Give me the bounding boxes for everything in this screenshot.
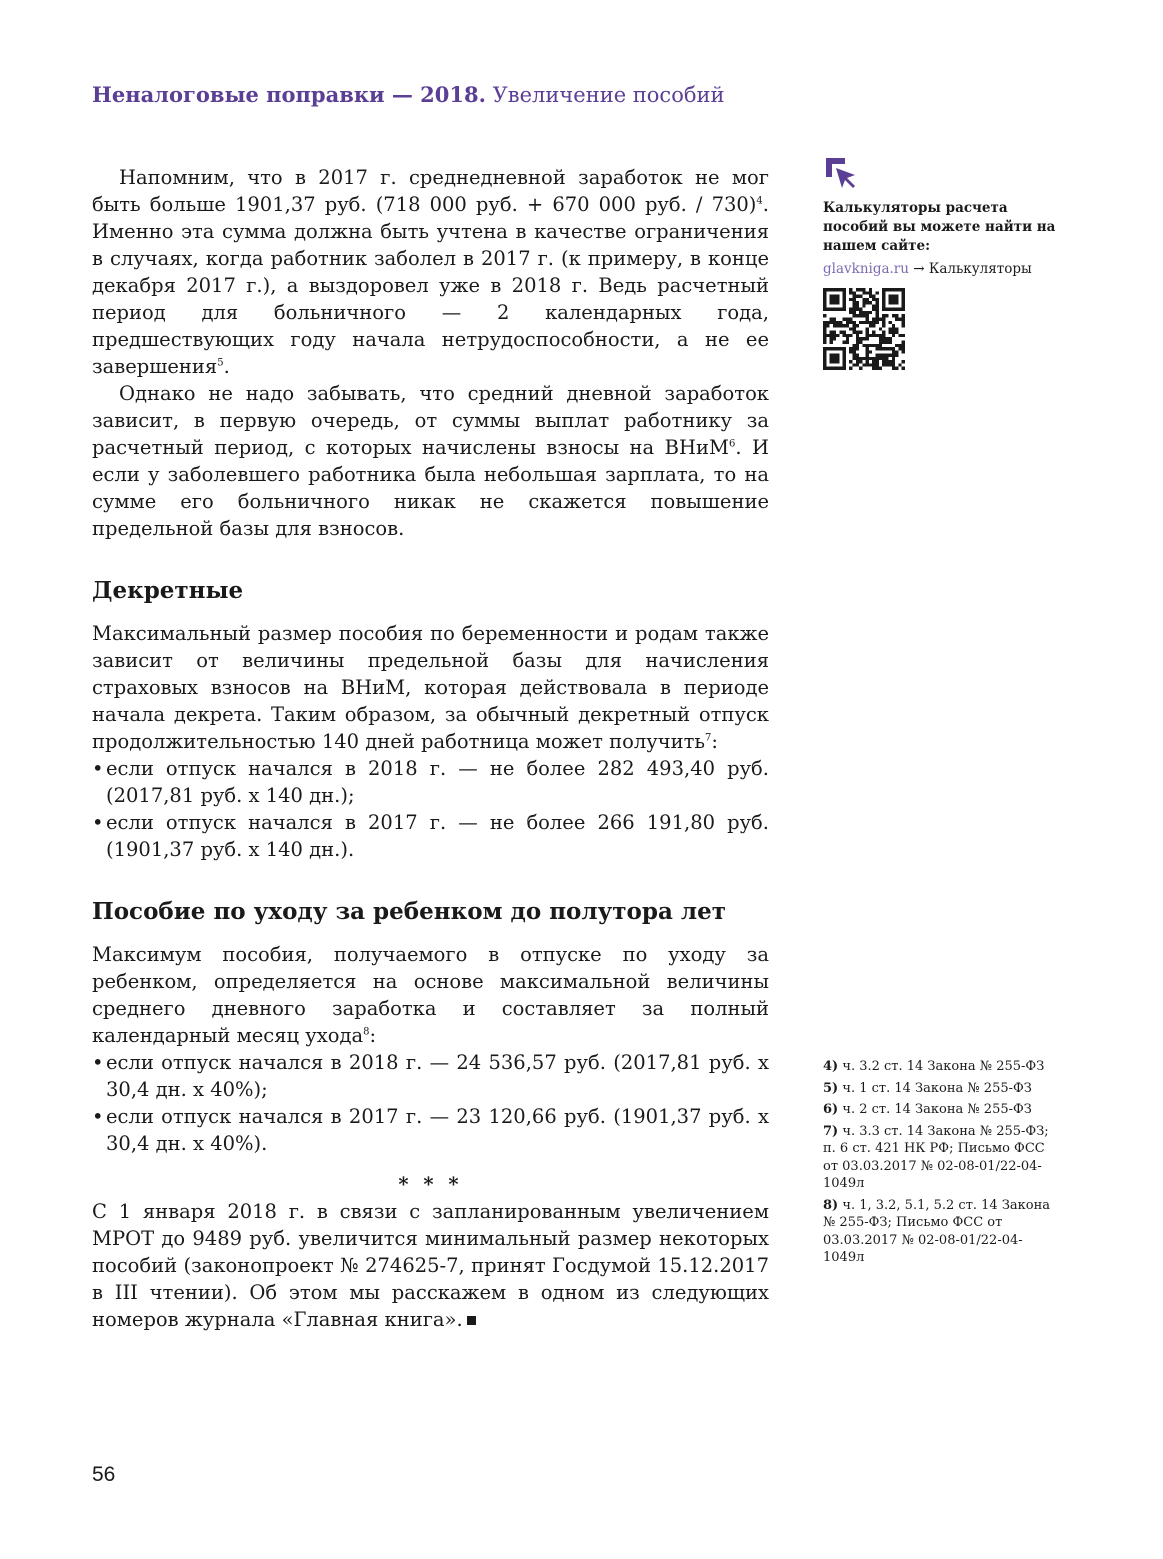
footnote-7 [823,1123,1063,1193]
footnote-ref-5[interactable]: 5 [217,357,224,369]
footnote-text: ч. 2 ст. 14 Закона № 255-ФЗ [842,1102,1032,1117]
section-separator: * * * [398,1173,463,1196]
list-item: • если отпуск начался в 2017 г. — 23 120,66 руб. (1901,37 руб. х 30,4 дн. х 40%). [92,1103,769,1157]
footnote-text: ч. 3.3 ст. 14 Закона № 255-ФЗ; п. 6 ст. 421 НК РФ; Письмо ФСС от 03.03.2017 № 02-08-01/22-04-1049л [823,1123,1049,1191]
intro-paragraph-2 [92,380,769,542]
childcare-list [92,1049,769,1157]
text: : [369,1024,377,1047]
footnote-text: ч. 1, 3.2, 5.1, 5.2 ст. 14 Закона № 255-ФЗ; Письмо ФСС от 03.03.2017 № 02-08-01/22-04-1049л [823,1197,1051,1265]
footnote-6 [823,1101,1063,1119]
maternity-list [92,755,769,863]
footnote-ref-4[interactable]: 4 [756,195,763,207]
footnote-number: 4) [823,1059,839,1074]
maternity-paragraph [92,620,769,755]
footnote-number: 8) [823,1197,839,1213]
footnote-text: ч. 1 ст. 14 Закона № 255-ФЗ [842,1080,1032,1096]
site-link[interactable]: glavkniga.ru [823,261,909,277]
footnote-8 [823,1197,1063,1267]
footnote-ref-7[interactable]: 7 [705,732,712,744]
article-body [92,164,769,1333]
list-item: • если отпуск начался в 2018 г. — не более 282 493,40 руб. (2017,81 руб. х 140 дн.); [92,755,769,809]
intro-paragraph-1 [92,164,769,380]
footnote-ref-8[interactable]: 8 [363,1026,370,1038]
sidebar [823,155,1063,370]
text: . Именно эта сумма должна быть учтена в качестве ограничения в случаях, когда работник заболел в 2017 г. (к примеру, в конце декабря 2017 г.), а выздоровел уже в 2018 г. Ведь расчетный период для больничного — 2 календарных года, предшествующих году начала нетрудоспособности, а не ее завершения [92,193,769,378]
qr-code-icon[interactable] [823,288,905,370]
page-number: 56 [92,1463,116,1486]
text: Однако не надо забывать, что средний дневной заработок зависит, в первую очередь, от суммы выплат работнику за расчетный период, с которых начислены взносы на ВНиМ [92,382,769,459]
list-item: • если отпуск начался в 2018 г. — 24 536,57 руб. (2017,81 руб. х 30,4 дн. х 40%); [92,1049,769,1103]
text: . И если у заболевшего работника была небольшая зарплата, то на сумме его больничного никак не скажется повышение предельной базы для взносов. [92,436,769,540]
footnote-text: ч. 3.2 ст. 14 Закона № 255-ФЗ [842,1059,1045,1074]
calculator-link[interactable] [823,260,1063,278]
childcare-paragraph [92,941,769,1049]
end-mark-icon [467,1316,476,1325]
footnote-ref-6[interactable]: 6 [728,438,736,450]
header-title-bold: Неналоговые поправки — 2018. [92,82,486,107]
calculator-callout: Калькуляторы расчета пособий вы можете найти на нашем сайте: [823,200,1056,254]
childcare-heading: Пособие по уходу за ребенком до полутора лет [92,898,726,925]
header-title-rest: Увеличение пособий [492,83,725,107]
arrow-icon: → [913,261,925,277]
footnote-5 [823,1080,1063,1098]
footnote-number: 5) [823,1080,839,1096]
closing-paragraph [92,1198,769,1333]
calculator-section: Калькуляторы [928,261,1032,277]
text: Максимальный размер пособия по беременности и родам также зависит от величины предельной базы для начисления страховых взносов на ВНиМ, которая действовала в периоде начала декрета. Таким образом, за обычный декретный отпуск продолжительностью 140 дней работница может получить [92,622,769,753]
text: . [223,355,230,378]
text: : [711,730,718,753]
list-item: • если отпуск начался в 2017 г. — не более 266 191,80 руб. (1901,37 руб. х 140 дн.). [92,809,769,863]
text: Максимум пособия, получаемого в отпуске по уходу за ребенком, определяется на основе максимальной величины среднего дневного заработка и составляет за полный календарный месяц ухода [92,943,769,1047]
footnote-number: 6) [823,1102,839,1117]
running-header [92,82,724,107]
footnotes [823,1058,1063,1271]
maternity-heading: Декретные [92,577,244,604]
cursor-pointer-icon [823,155,859,191]
footnote-number: 7) [823,1123,839,1139]
footnote-4 [823,1058,1063,1076]
text: Напомним, что в 2017 г. среднедневной заработок не мог быть больше 1901,37 руб. (718 000 руб. + 670 000 руб. / 730) [92,166,769,216]
text: С 1 января 2018 г. в связи с запланированным увеличением МРОТ до 9489 руб. увеличится минимальный размер некоторых пособий (законопроект № 274625-7, принят Госдумой 15.12.2017 в III чтении). Об этом мы расскажем в одном из следующих номеров журнала «Главная книга». [92,1200,769,1331]
